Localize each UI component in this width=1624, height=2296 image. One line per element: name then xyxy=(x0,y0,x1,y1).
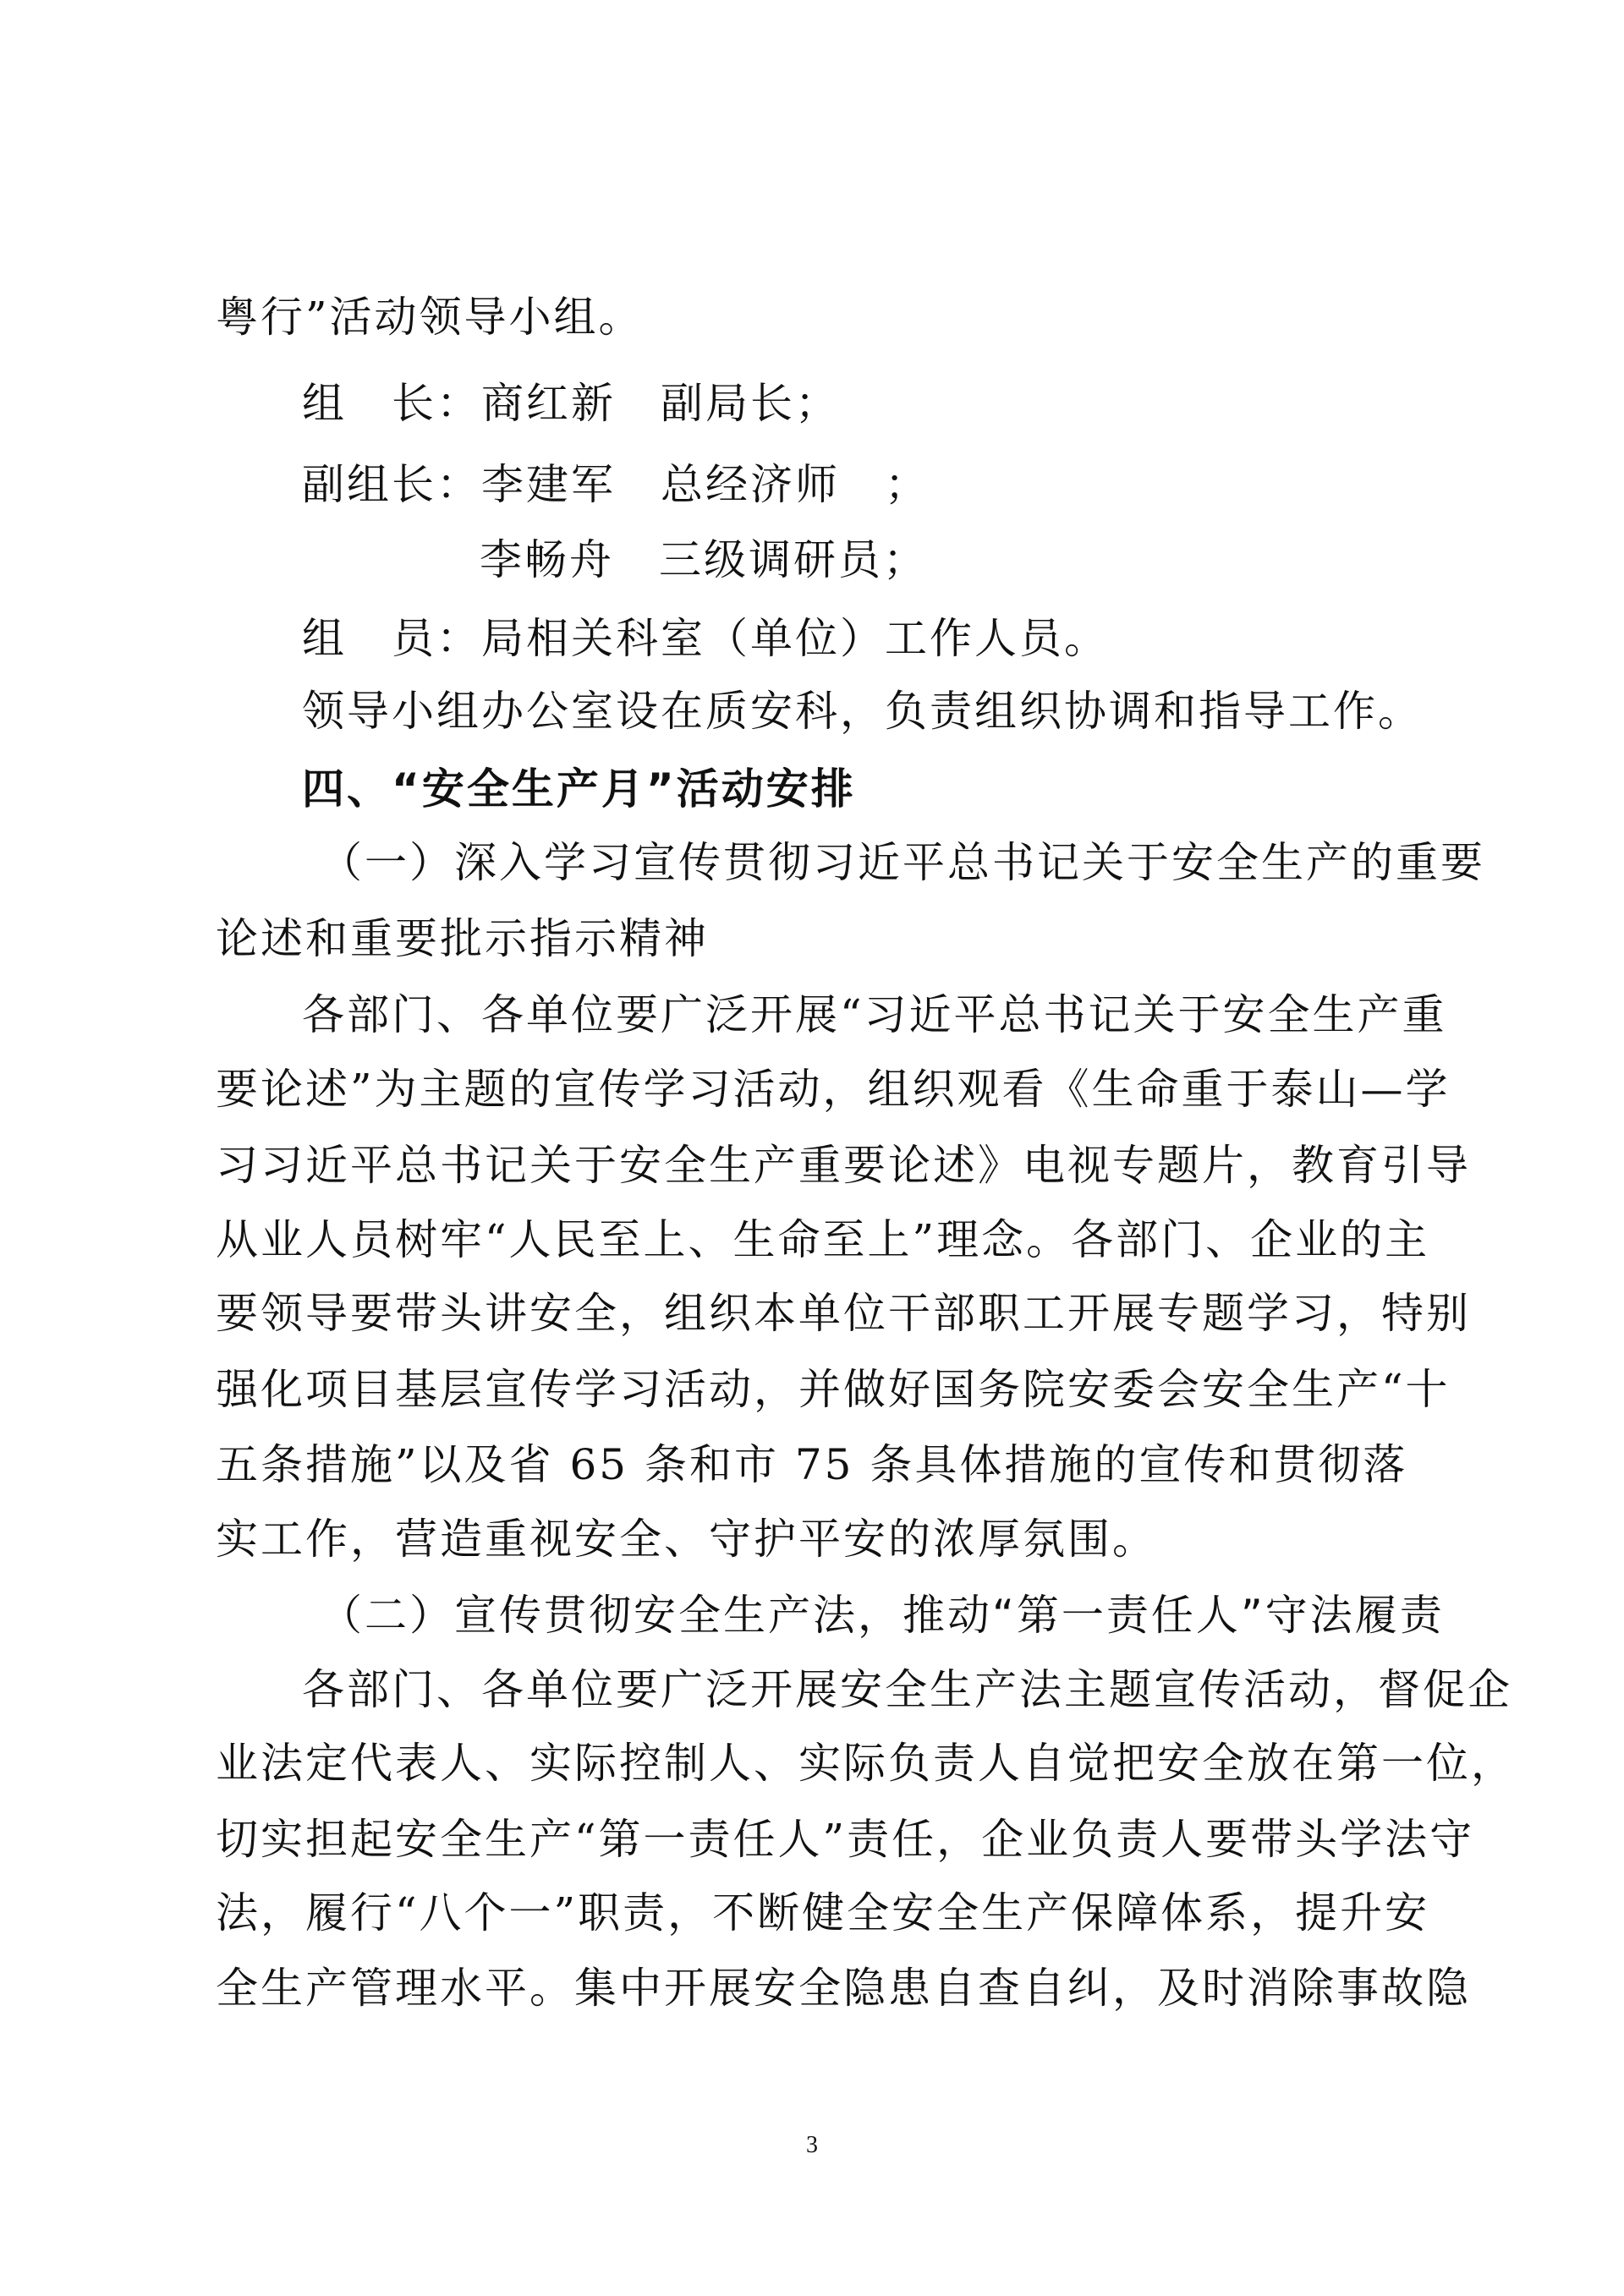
deputy-leader-line: 副组长：李建军 总经济师 ； xyxy=(302,460,930,509)
office-line: 领导小组办公室设在质安科，负责组织协调和指导工作。 xyxy=(302,687,1423,736)
subsection-heading-2: （二）宣传贯彻安全生产法，推动“第一责任人”守法履责 xyxy=(320,1591,1445,1640)
section-heading-4: 四、“安全生产月”活动安排 xyxy=(302,764,856,814)
subsection-heading-1: （一）深入学习宣传贯彻习近平总书记关于安全生产的重要 xyxy=(320,838,1485,887)
page-number: 3 xyxy=(806,2132,818,2158)
group-leader-line: 组 长：商红新 副局长； xyxy=(302,379,840,428)
paragraph-1-line-1: 各部门、各单位要广泛开展“习近平总书记关于安全生产重 xyxy=(302,990,1447,1039)
paragraph-1-line-6: 强化项目基层宣传学习活动，并做好国务院安委会安全生产“十 xyxy=(216,1365,1451,1414)
paragraph-2-line-1: 各部门、各单位要广泛开展安全生产法主题宣传活动，督促企 xyxy=(302,1665,1512,1714)
paragraph-1-line-5: 要领导要带头讲安全，组织本单位干部职工开展专题学习，特别 xyxy=(216,1289,1471,1338)
paragraph-1-line-3: 习习近平总书记关于安全生产重要论述》电视专题片，教育引导 xyxy=(216,1141,1471,1190)
paragraph-2-line-2: 业法定代表人、实际控制人、实际负责人自觉把安全放在第一位， xyxy=(216,1739,1516,1788)
paragraph-2-line-3: 切实担起安全生产“第一责任人”责任，企业负责人要带头学法守 xyxy=(216,1815,1475,1864)
subsection-heading-1-cont: 论述和重要批示指示精神 xyxy=(216,914,709,963)
paragraph-1-line-4: 从业人员树牢“人民至上、生命至上”理念。各部门、企业的主 xyxy=(216,1215,1430,1264)
paragraph-1-line-8: 实工作，营造重视安全、守护平安的浓厚氛围。 xyxy=(216,1515,1157,1564)
deputy-leader-second-line: 李畅舟 三级调研员； xyxy=(480,535,928,584)
paragraph-2-line-4: 法，履行“八个一”职责，不断健全安全生产保障体系，提升安 xyxy=(216,1888,1430,1937)
paragraph-1-line-2: 要论述”为主题的宣传学习活动，组织观看《生命重于泰山—学 xyxy=(216,1065,1451,1114)
text-line-1: 粤行”活动领导小组。 xyxy=(216,293,644,342)
group-members-line: 组 员：局相关科室（单位）工作人员。 xyxy=(302,614,1109,663)
paragraph-1-line-7: 五条措施”以及省 65 条和市 75 条具体措施的宣传和贯彻落 xyxy=(216,1440,1408,1489)
paragraph-2-line-5: 全生产管理水平。集中开展安全隐患自查自纠，及时消除事故隐 xyxy=(216,1964,1471,2013)
